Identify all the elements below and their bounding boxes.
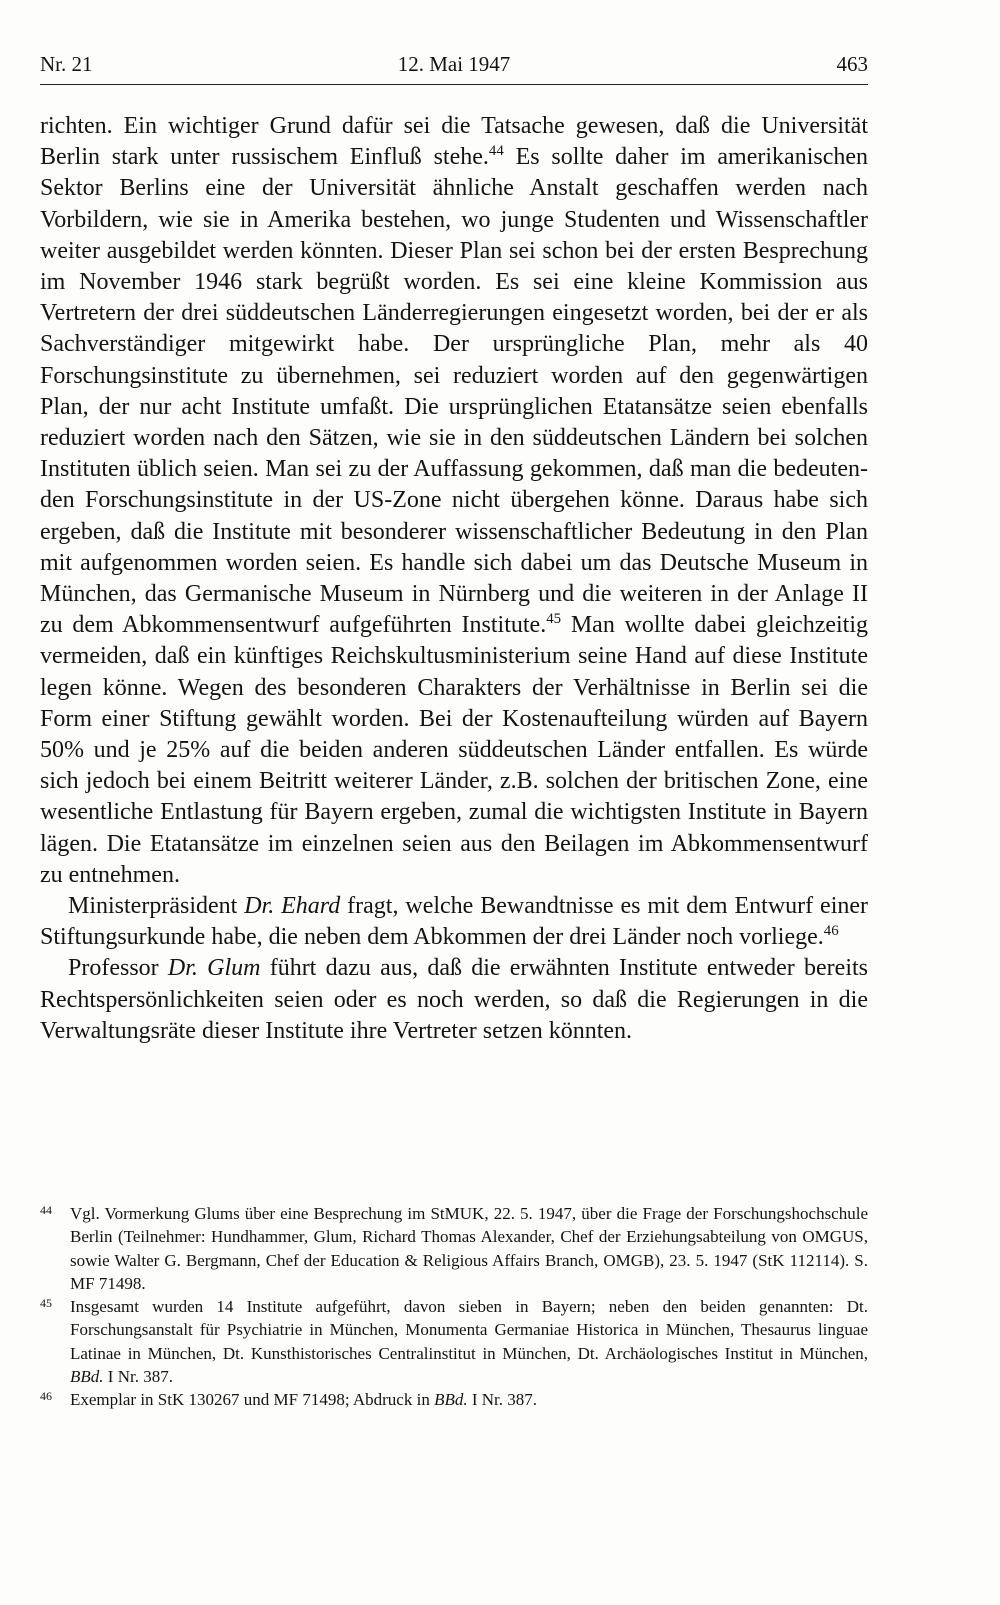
issue-number: Nr. 21: [40, 52, 93, 76]
body-text: [40, 111, 868, 1047]
footnote-citation: BBd.: [70, 1367, 104, 1387]
footnote-ref-44: 44: [488, 142, 504, 159]
footnote-number: 44: [40, 1203, 52, 1217]
page-header: [40, 48, 868, 85]
footnote-text-a: Exemplar in StK 130267 und MF 71498; Abdruck in: [70, 1390, 435, 1410]
footnote-ref-46: 46: [823, 923, 839, 940]
footnote-ref-45: 45: [546, 611, 562, 628]
paragraph-2-text-b: fragt, welche Bewandtnisse es mit dem Entwurf einer Stiftungsurkunde habe, die neben dem Abkommen der drei Länder noch vorliege.: [40, 893, 868, 951]
footnote-46: [40, 1388, 868, 1411]
footnote-number: 46: [40, 1389, 52, 1404]
person-name-ehard: Dr. Ehard: [244, 893, 341, 920]
paragraph-3: [40, 953, 868, 1047]
footnote-text-b: I Nr. 387.: [467, 1390, 538, 1410]
footnote-number: 45: [40, 1296, 52, 1311]
footnote-text: Vgl. Vormerkung Glums über eine Besprechung im StMUK, 22. 5. 1947, über die Frage der Forschungshochschule Berlin (Teilnehmer: Hundhammer, Glum, Richard Thomas Alexander, Chef der Erziehungsabteilung von OMGUS, sowie Walter G. Bergmann, Chef der Education & Religious Affairs Branch, OMGB), 23. 5. 1947 (StK 112114). S. MF 71498.: [70, 1204, 868, 1293]
page-number: 463: [836, 52, 868, 76]
paragraph-3-text-b: führt dazu aus, daß die erwähnten Institute entweder bereits Rechtspersönlichkeiten seien oder es noch werden, so daß die Regierungen in die Verwaltungsräte dieser Institute ihre Vertreter setzen könnten.: [40, 955, 869, 1044]
footnote-citation: BBd.: [434, 1390, 468, 1410]
footnote-44: [40, 1202, 868, 1295]
paragraph-1-text-a: richten. Ein wichtiger Grund dafür sei die Tatsache gewesen, daß die Universität Berlin stark unter russischem Einfluß stehe.: [40, 113, 868, 171]
paragraph-2: [40, 891, 868, 953]
footnote-text-b: I Nr. 387.: [103, 1367, 173, 1387]
footnote-45: [40, 1295, 868, 1388]
paragraph-3-text-a: Professor: [68, 955, 168, 982]
footnotes: [40, 1202, 868, 1412]
footnote-text-a: Insgesamt wurden 14 Institute aufgeführt, davon sieben in Bayern; neben den beiden genannten: Dt. Forschungsanstalt für Psychiatrie in München, Monumenta Germaniae Historica in München, Thesaurus linguae Latinae in München, Dt. Kunsthistorisches Centralinstitut in München, Dt. Archäologisches Institut in München,: [70, 1297, 868, 1363]
paragraph-1: [40, 111, 868, 891]
paragraph-2-text-a: Ministerpräsident: [68, 893, 245, 920]
person-name-glum: Dr. Glum: [167, 955, 261, 982]
paragraph-1-text-c: Man wollte dabei gleichzeitig vermeiden, daß ein künftiges Reichskultusministerium seine Hand auf diese Institute legen könne. Wegen des besonderen Charakters der Verhältnisse in Berlin sei die Form einer Stiftung gewählt worden. Bei der Kostenaufteilung würden auf Bayern 50% und je 25% auf die beiden anderen süddeutschen Länder entfallen. Es würde sich jedoch bei einem Beitritt weiterer Länder, z.B. solchen der britischen Zone, eine wesentliche Entlastung für Bayern ergeben, zumal die wichtigsten Institute in Bayern lägen. Die Etatansätze im einzelnen seien aus den Beilagen im Abkommensentwurf zu entnehmen.: [40, 612, 869, 888]
header-date: 12. Mai 1947: [397, 52, 511, 76]
paragraph-1-text-b: Es sollte daher im amerikanischen Sektor Berlins eine der Universität ähnliche Anstalt geschaffen werden nach Vorbildern, wie sie in Amerika bestehen, wo junge Studenten und Wissenschaftler weiter ausgebildet werden könnten. Dieser Plan sei schon bei der ersten Besprechung im November 1946 stark begrüßt worden. Es sei eine kleine Kommission aus Vertretern der drei süddeutschen Länderregierungen eingesetzt worden, bei der er als Sachverständiger mitgewirkt habe. Der ursprüngliche Plan, mehr als 40 Forschungsinstitute zu übernehmen, sei reduziert worden auf den gegenwärtigen Plan, der nur acht Institute umfaßt. Die ursprünglichen Etatansätze seien ebenfalls reduziert worden nach den Sätzen, wie sie in den süddeutschen Ländern bei solchen Instituten üblich seien. Man sei zu der Auffassung gekommen, daß man die bedeutenden Forschungsinstitute in der US-Zone nicht übergehen könne. Daraus habe sich ergeben, daß die Institute mit besonderer wissenschaftlicher Bedeutung in den Plan mit aufgenommen worden seien. Es handle sich dabei um das Deutsche Museum in München, das Germanische Museum in Nürnberg und die weiteren in der Anlage II zu dem Abkommensentwurf aufgeführten Institute.: [40, 144, 869, 639]
